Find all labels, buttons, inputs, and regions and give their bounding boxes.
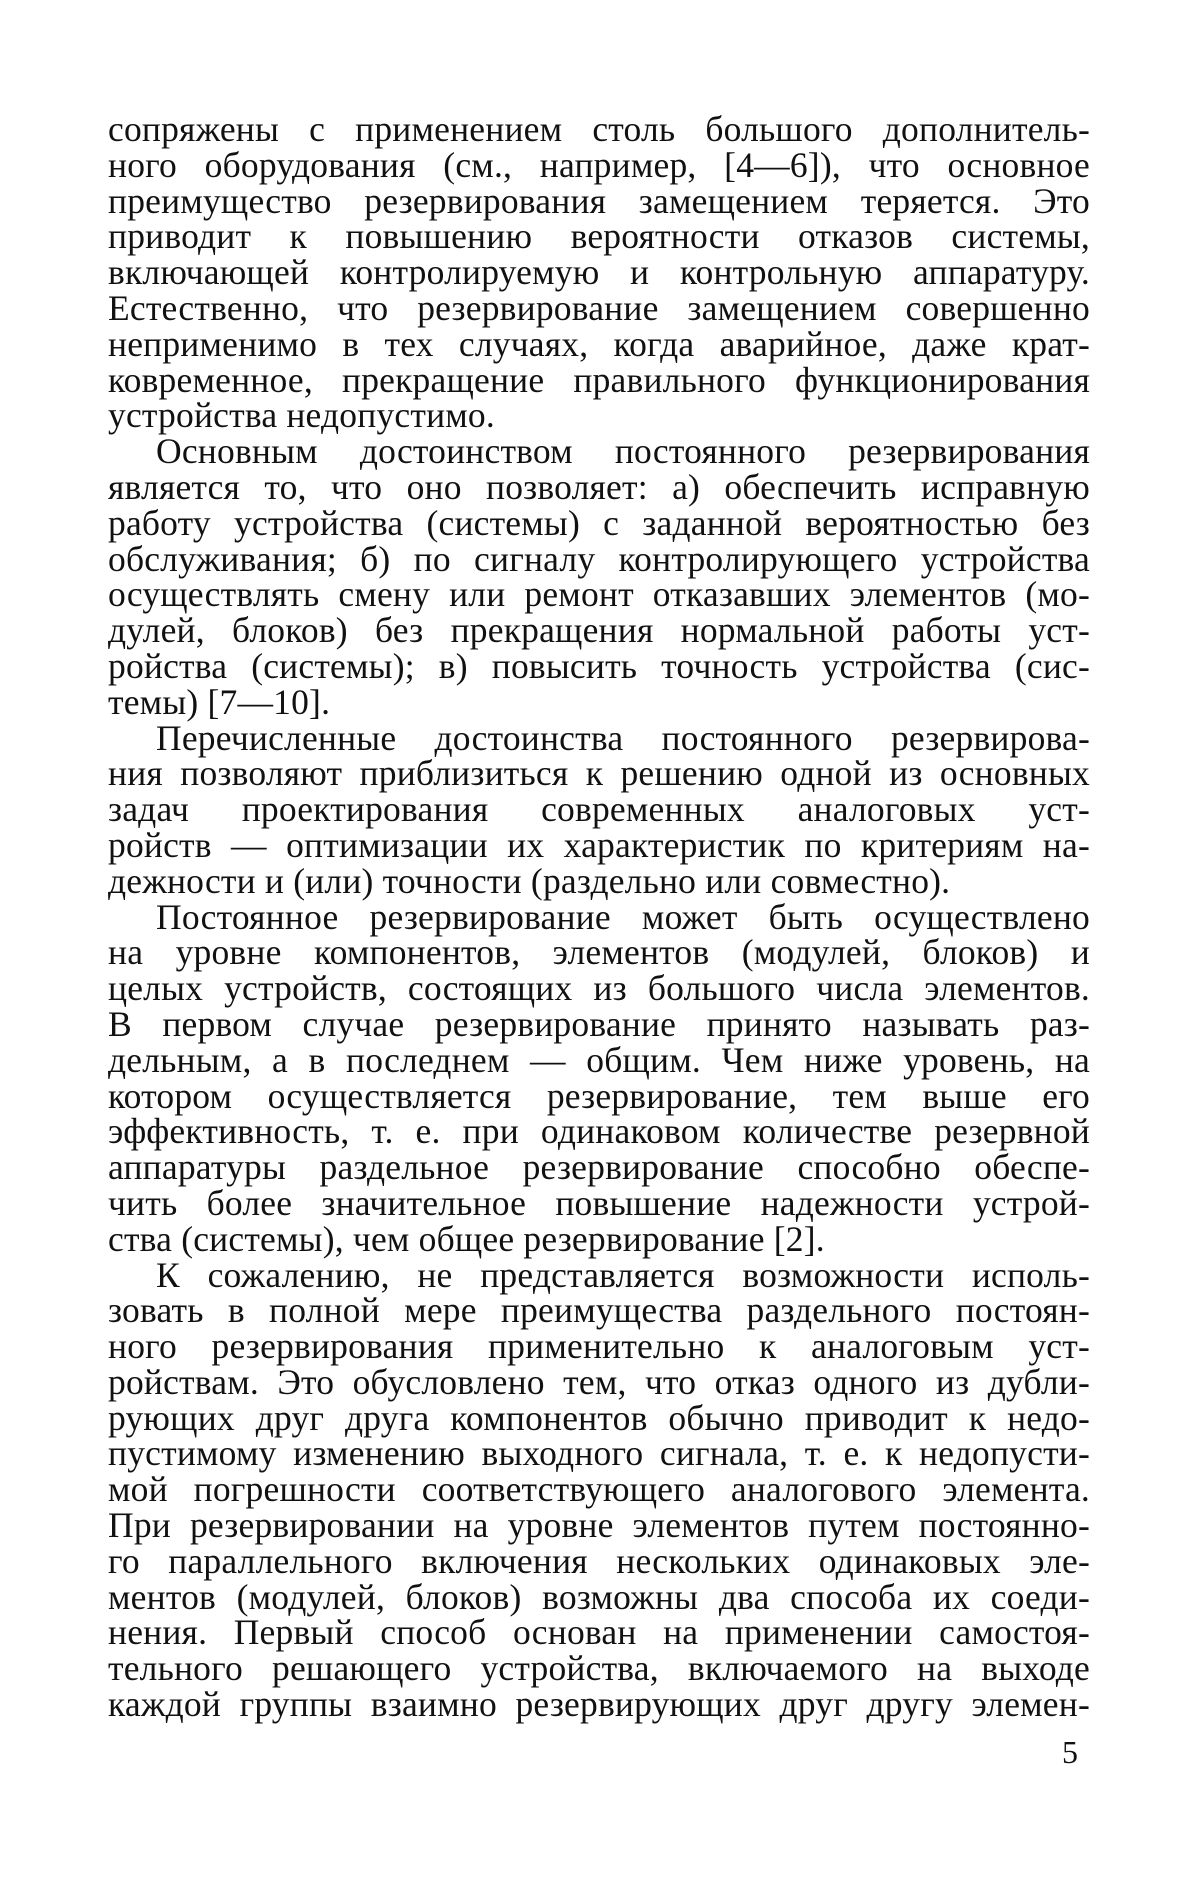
text-line: темы) [7—10]. [108,681,331,722]
text-line: ройствам. Это обусловлено тем, что отказ одного из дубли- [108,1361,1090,1402]
text-line: тельного решающего устройства, включаемого на выходе [108,1648,1090,1689]
text-line: ментов (модулей, блоков) возможны два способа их соеди- [108,1576,1090,1617]
paragraph-2 [108,431,1090,722]
text-line: задач проектирования современных аналоговых уст- [108,789,1090,830]
text-line: ройства (системы); в) повысить точность устройства (сис- [108,645,1090,686]
text-line: ройств — оптимизации их характеристик по критериям на- [108,824,1090,865]
text-line: котором осуществляется резервирование, тем выше его [108,1075,1090,1116]
text-line: дежности и (или) точности (раздельно или совместно). [108,860,951,901]
text-line: нения. Первый способ основан на применении самостоя- [108,1612,1090,1653]
text-line: зовать в полной мере преимущества раздельного постоян- [108,1290,1090,1331]
text-line: К сожалению, не представляется возможности исполь- [156,1254,1090,1295]
text-line: ного резервирования применительно к аналоговым уст- [108,1326,1090,1367]
text-line: на уровне компонентов, элементов (модулей, блоков) и [108,932,1090,973]
text-line: Естественно, что резервирование замещением совершенно [108,287,1090,328]
text-line: рующих друг друга компонентов обычно приводит к недо- [108,1397,1090,1438]
text-line: устройства недопустимо. [108,395,495,436]
text-line: ного оборудования (см., например, [4—6]), что основное [108,144,1090,185]
text-line: пустимому изменению выходного сигнала, т. е. к недопусти- [108,1433,1090,1474]
text-line: Перечисленные достоинства постоянного резервирова- [156,717,1090,758]
text-line: Основным достоинством постоянного резервирования [156,431,1090,472]
text-line: го параллельного включения нескольких одинаковых эле- [108,1540,1090,1581]
text-line: работу устройства (системы) с заданной вероятностью без [108,502,1090,543]
text-line: дельным, а в последнем — общим. Чем ниже уровень, на [108,1039,1090,1080]
text-line: обслуживания; б) по сигналу контролирующего устройства [108,538,1090,579]
paragraph-5 [108,1254,1090,1725]
text-line: чить более значительное повышение надежности устрой- [108,1182,1090,1223]
text-line: ния позволяют приблизиться к решению одной из основных [108,753,1090,794]
text-line: эффективность, т. е. при одинаковом количестве резервной [108,1111,1090,1152]
paragraph-3 [108,717,1090,901]
text-line: целых устройств, состоящих из большого числа элементов. [108,968,1090,1009]
paragraph-4 [108,896,1090,1259]
text-line: аппаратуры раздельное резервирование способно обеспе- [108,1147,1090,1188]
text-line: приводит к повышению вероятности отказов системы, [108,216,1090,257]
text-line: ства (системы), чем общее резервирование [2]. [108,1218,825,1259]
text-line: При резервировании на уровне элементов путем постоянно- [108,1505,1090,1546]
text-line: включающей контролируемую и контрольную аппаратуру. [108,252,1090,293]
text-line: Постоянное резервирование может быть осуществлено [156,896,1090,937]
text-line: осуществлять смену или ремонт отказавших элементов (мо- [108,574,1090,615]
text-line: преимущество резервирования замещением теряется. Это [108,180,1090,221]
text-line: каждой группы взаимно резервирующих друг другу элемен- [108,1684,1090,1725]
page-number: 5 [1062,1734,1078,1770]
text-line: мой погрешности соответствующего аналогового элемента. [108,1469,1090,1510]
text-line: дулей, блоков) без прекращения нормальной работы уст- [108,610,1090,651]
text-line: сопряжены с применением столь большого дополнитель- [108,109,1090,149]
paragraph-1 [108,109,1090,436]
text-line: В первом случае резервирование принято называть раз- [108,1003,1090,1044]
text-line: ковременное, прекращение правильного функционирования [108,359,1090,400]
page-text [108,109,1090,1725]
text-line: неприменимо в тех случаях, когда аварийное, даже крат- [108,323,1090,364]
text-line: является то, что оно позволяет: а) обеспечить исправную [108,466,1090,507]
